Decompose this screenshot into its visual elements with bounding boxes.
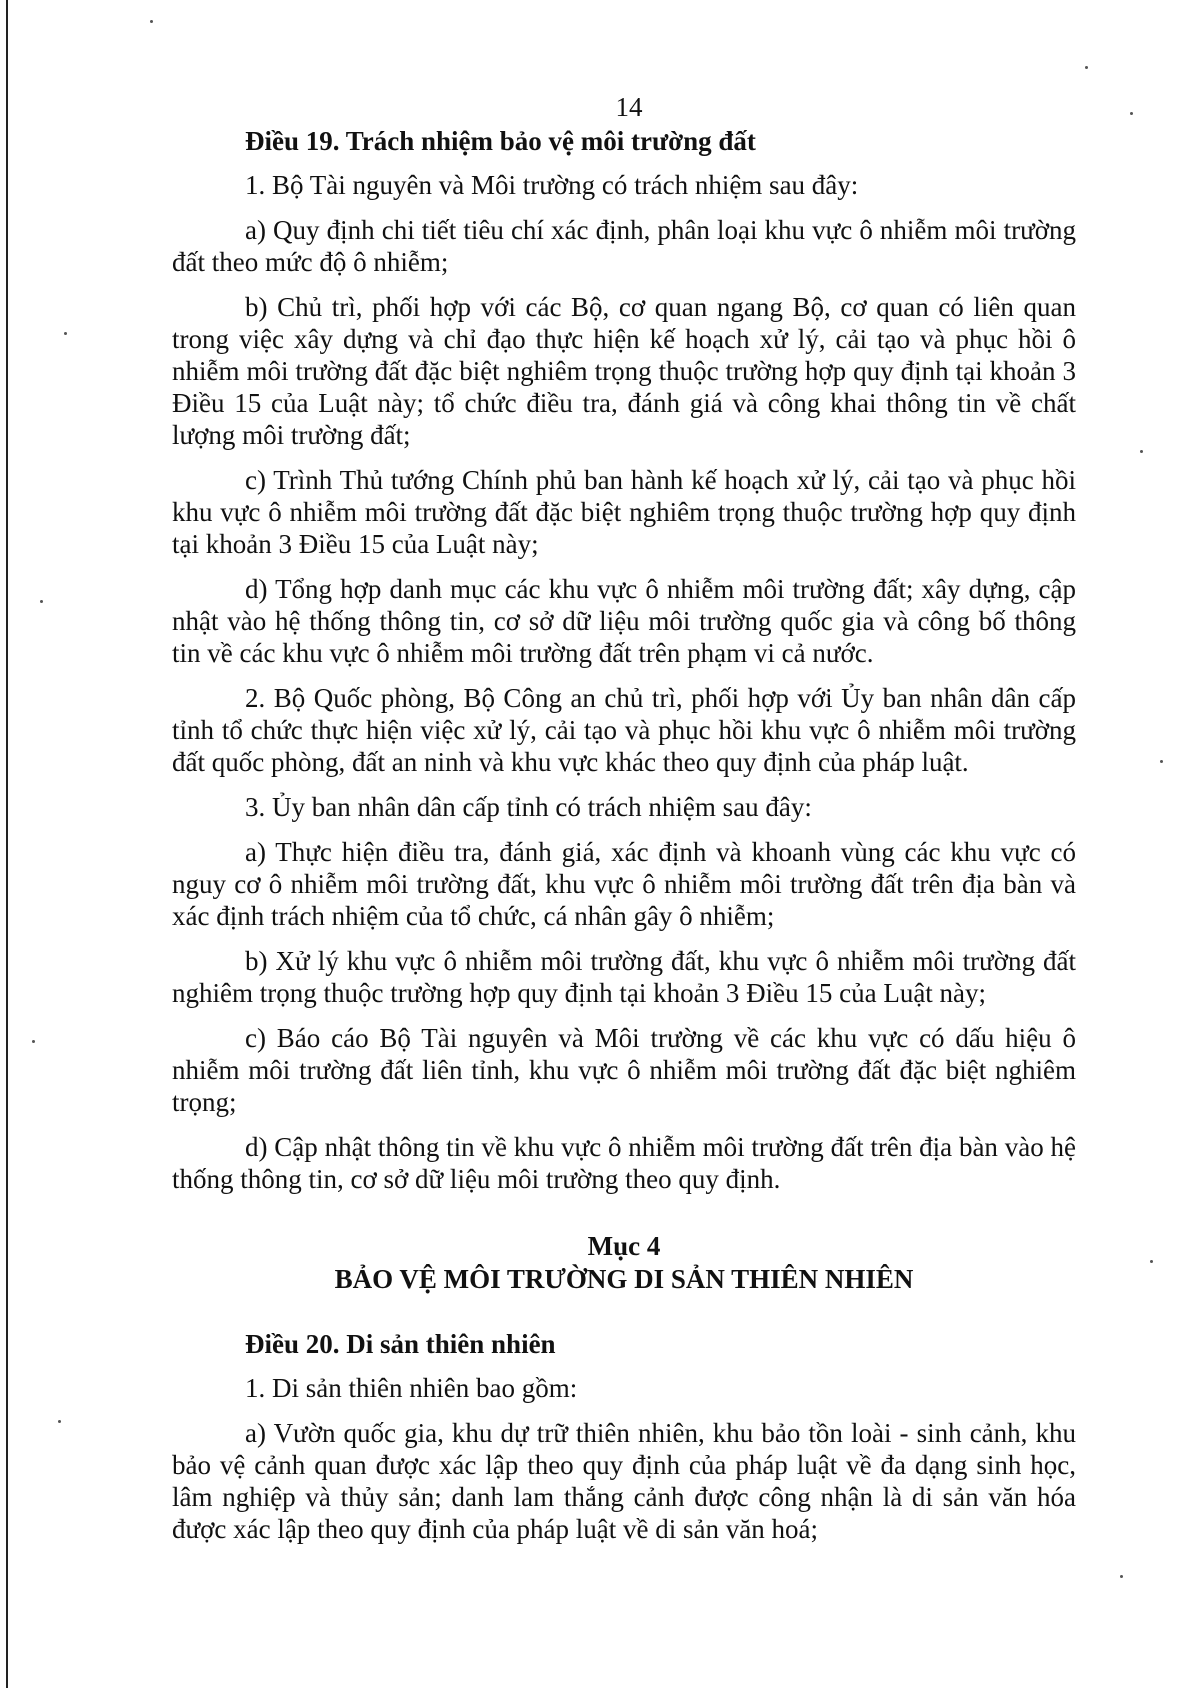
- article-19-paragraph: a) Thực hiện điều tra, đánh giá, xác định và khoanh vùng các khu vực có nguy cơ ô nhiễm môi trường đất, khu vực ô nhiễm môi trường đất trên địa bàn và xác định trách nhiệm của tổ chức, cá nhân gây ô nhiễm;: [172, 837, 1076, 931]
- article-19-paragraph: c) Báo cáo Bộ Tài nguyên và Môi trường về các khu vực có dấu hiệu ô nhiễm môi trường đất liên tỉnh, khu vực ô nhiễm môi trường đất đặc biệt nghiêm trọng;: [172, 1023, 1076, 1117]
- scan-speck: [1085, 66, 1088, 69]
- page-number: 14: [615, 92, 643, 122]
- article-19-paragraph: 3. Ủy ban nhân dân cấp tỉnh có trách nhiệm sau đây:: [245, 792, 812, 822]
- article-19-paragraph: c) Trình Thủ tướng Chính phủ ban hành kế hoạch xử lý, cải tạo và phục hồi khu vực ô nhiễm môi trường đất đặc biệt nghiêm trọng thuộc trường hợp quy định tại khoản 3 Điều 15 của Luật này;: [172, 465, 1076, 559]
- article-19-paragraph: d) Cập nhật thông tin về khu vực ô nhiễm môi trường đất trên địa bàn vào hệ thống thông tin, cơ sở dữ liệu môi trường theo quy định.: [172, 1132, 1076, 1194]
- article-20-paragraph: a) Vườn quốc gia, khu dự trữ thiên nhiên, khu bảo tồn loài - sinh cảnh, khu bảo vệ cảnh quan được xác lập theo quy định của pháp luật về đa dạng sinh học, lâm nghiệp và thủy sản; danh lam thắng cảnh được công nhận là di sản văn hóa được xác lập theo quy định của pháp luật về di sản văn hoá;: [172, 1418, 1076, 1544]
- article-19-paragraph: a) Quy định chi tiết tiêu chí xác định, phân loại khu vực ô nhiễm môi trường đất theo mức độ ô nhiễm;: [172, 215, 1076, 277]
- scan-speck: [58, 1420, 61, 1423]
- scan-speck: [64, 332, 67, 335]
- scan-speck: [1120, 1575, 1123, 1578]
- article-19-paragraph: 1. Bộ Tài nguyên và Môi trường có trách nhiệm sau đây:: [245, 170, 859, 200]
- scan-speck: [1160, 760, 1163, 763]
- article-19-paragraph: 2. Bộ Quốc phòng, Bộ Công an chủ trì, phối hợp với Ủy ban nhân dân cấp tỉnh tổ chức thực hiện việc xử lý, cải tạo và phục hồi khu vực ô nhiễm môi trường đất quốc phòng, đất an ninh và khu vực khác theo quy định của pháp luật.: [172, 683, 1076, 777]
- scan-speck: [1150, 1260, 1153, 1263]
- article-20-title: Điều 20. Di sản thiên nhiên: [245, 1329, 556, 1359]
- article-19-paragraph: b) Xử lý khu vực ô nhiễm môi trường đất, khu vực ô nhiễm môi trường đất nghiêm trọng thuộc trường hợp quy định tại khoản 3 Điều 15 của Luật này;: [172, 946, 1076, 1008]
- scan-speck: [40, 600, 43, 603]
- scan-speck: [1140, 450, 1143, 453]
- article-19-paragraph: b) Chủ trì, phối hợp với các Bộ, cơ quan ngang Bộ, cơ quan có liên quan trong việc xây dựng và chỉ đạo thực hiện kế hoạch xử lý, cải tạo và phục hồi ô nhiễm môi trường đất đặc biệt nghiêm trọng thuộc trường hợp quy định tại khoản 3 Điều 15 của Luật này; tổ chức điều tra, đánh giá và công khai thông tin về chất lượng môi trường đất;: [172, 292, 1076, 450]
- scan-speck: [1130, 112, 1133, 115]
- article-20-paragraph: 1. Di sản thiên nhiên bao gồm:: [245, 1373, 578, 1403]
- section-heading: Mục 4: [587, 1231, 661, 1261]
- scan-speck: [32, 1040, 35, 1043]
- document-body: [172, 124, 1076, 1558]
- article-19-paragraph: d) Tổng hợp danh mục các khu vực ô nhiễm môi trường đất; xây dựng, cập nhật vào hệ thống thông tin, cơ sở dữ liệu môi trường quốc gia và công bố thông tin về các khu vực ô nhiễm môi trường đất trên phạm vi cả nước.: [172, 574, 1076, 668]
- scan-edge-line: [6, 0, 8, 1688]
- article-19-title: Điều 19. Trách nhiệm bảo vệ môi trường đất: [245, 126, 756, 156]
- section-subtitle: BẢO VỆ MÔI TRƯỜNG DI SẢN THIÊN NHIÊN: [334, 1264, 914, 1294]
- scan-speck: [150, 20, 153, 23]
